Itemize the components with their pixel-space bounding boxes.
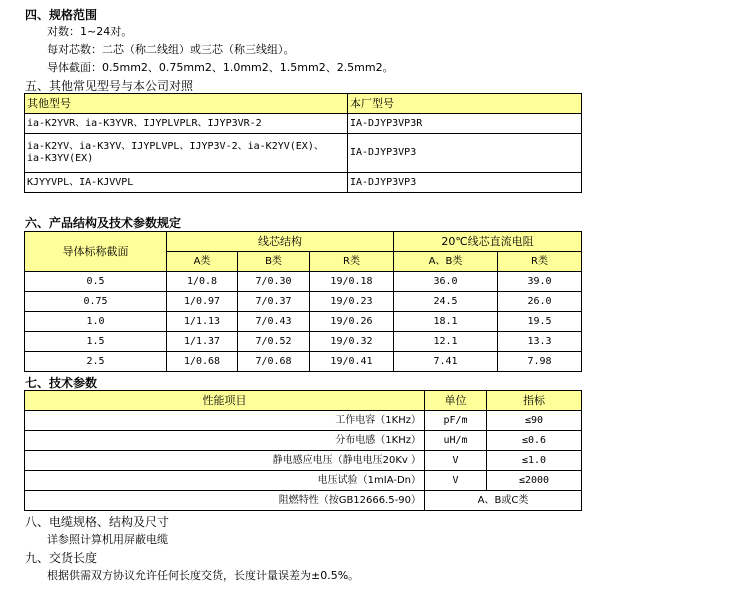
section-9-heading: 九、交货长度	[25, 551, 98, 565]
cell: 1/0.68	[167, 352, 238, 372]
table-row	[25, 134, 582, 173]
section-7-heading: 七、技术参数	[25, 376, 98, 390]
cell: 36.0	[394, 272, 498, 292]
cell: 7.98	[498, 352, 582, 372]
unit-cell: V	[425, 471, 487, 491]
cell: 7/0.37	[238, 292, 310, 312]
other-model-cell: ia-K2YVR、ia-K3YVR、IJYPLVPLR、IJYP3VR-2	[25, 114, 348, 134]
cell: 18.1	[394, 312, 498, 332]
performance-item-cell: 静电感应电压（静电电压20Kv ）	[25, 451, 425, 471]
cell: 39.0	[498, 272, 582, 292]
section-8-heading: 八、电缆规格、结构及尺寸	[25, 515, 170, 529]
other-model-cell: KJYYVPL、IA-KJVVPL	[25, 173, 348, 193]
cell: 7/0.43	[238, 312, 310, 332]
header-core-structure: 线芯结构	[167, 232, 394, 252]
cell: 24.5	[394, 292, 498, 312]
table-row	[25, 114, 582, 134]
cell: 7/0.30	[238, 272, 310, 292]
section-8-text: 详参照计算机用屏蔽电缆	[47, 533, 168, 546]
model-comparison-table	[24, 93, 582, 193]
subheader-class-r: R类	[310, 252, 394, 272]
cell: 19/0.23	[310, 292, 394, 312]
header-other-model: 其他型号	[25, 94, 348, 114]
subheader-class-a: A类	[167, 252, 238, 272]
other-model-line-1: ia-K2YV、ia-K3YV、IJYPLVPL、IJYP3V-2、ia-K2YV(EX)、	[27, 141, 324, 152]
our-model-cell: IA-DJYP3VP3R	[348, 114, 582, 134]
header-dc-resistance: 20℃线芯直流电阻	[394, 232, 582, 252]
cell: 1.0	[25, 312, 167, 332]
table-header-row	[25, 232, 582, 252]
header-our-model: 本厂型号	[348, 94, 582, 114]
cell: 0.75	[25, 292, 167, 312]
cell: 7.41	[394, 352, 498, 372]
indicator-cell: ≤1.0	[487, 451, 582, 471]
section-5-heading: 五、其他常见型号与本公司对照	[25, 79, 194, 93]
subheader-class-b: B类	[238, 252, 310, 272]
table-row	[25, 352, 582, 372]
indicator-cell: ≤2000	[487, 471, 582, 491]
table-row	[25, 411, 582, 431]
performance-item-cell: 电压试验（1mIA-Dn）	[25, 471, 425, 491]
table-row	[25, 451, 582, 471]
header-performance-item: 性能项目	[25, 391, 425, 411]
cores-text: 每对芯数：二芯（称二线组）或三芯（称三线组）。	[47, 43, 295, 56]
our-model-cell: IA-DJYP3VP3	[348, 134, 582, 173]
table-row	[25, 272, 582, 292]
section-size-text: 导体截面：0.5mm2、0.75mm2、1.0mm2、1.5mm2、2.5mm2。	[47, 61, 394, 74]
section-4-heading: 四、规格范围	[25, 8, 98, 22]
cell: 7/0.52	[238, 332, 310, 352]
header-unit: 单位	[425, 391, 487, 411]
subheader-class-r-res: R类	[498, 252, 582, 272]
unit-cell: pF/m	[425, 411, 487, 431]
performance-item-cell: 阻燃特性（按GB12666.5-90）	[25, 491, 425, 511]
cell: 1/0.8	[167, 272, 238, 292]
indicator-cell: ≤90	[487, 411, 582, 431]
flame-retardant-value: A、B或C类	[425, 491, 582, 511]
structure-params-table	[24, 231, 582, 372]
table-row	[25, 292, 582, 312]
table-row	[25, 312, 582, 332]
section-9-text: 根据供需双方协议允许任何长度交货，长度计量误差为±0.5%。	[47, 569, 360, 582]
section-6-heading: 六、产品结构及技术参数规定	[25, 216, 182, 230]
subheader-class-ab: A、B类	[394, 252, 498, 272]
cell: 19/0.41	[310, 352, 394, 372]
cell: 7/0.68	[238, 352, 310, 372]
cell: 1/1.13	[167, 312, 238, 332]
table-row	[25, 491, 582, 511]
technical-params-table	[24, 390, 582, 511]
cell: 19.5	[498, 312, 582, 332]
our-model-cell: IA-DJYP3VP3	[348, 173, 582, 193]
cell: 1/0.97	[167, 292, 238, 312]
indicator-cell: ≤0.6	[487, 431, 582, 451]
cell: 19/0.18	[310, 272, 394, 292]
unit-cell: V	[425, 451, 487, 471]
cell: 1.5	[25, 332, 167, 352]
cell: 19/0.26	[310, 312, 394, 332]
table-header-row	[25, 391, 582, 411]
cell: 26.0	[498, 292, 582, 312]
cell: 2.5	[25, 352, 167, 372]
unit-cell: uH/m	[425, 431, 487, 451]
cell: 12.1	[394, 332, 498, 352]
pairs-text: 对数：1~24对。	[47, 25, 133, 38]
cell: 1/1.37	[167, 332, 238, 352]
other-model-cell	[25, 134, 348, 173]
table-row	[25, 431, 582, 451]
table-row	[25, 173, 582, 193]
table-row	[25, 471, 582, 491]
performance-item-cell: 分布电感（1KHz）	[25, 431, 425, 451]
header-conductor-section: 导体标称截面	[25, 232, 167, 272]
other-model-line-2: ia-K3YV(EX)	[27, 153, 94, 164]
cell: 19/0.32	[310, 332, 394, 352]
performance-item-cell: 工作电容（1KHz）	[25, 411, 425, 431]
cell: 13.3	[498, 332, 582, 352]
table-row	[25, 332, 582, 352]
table-header-row	[25, 94, 582, 114]
cell: 0.5	[25, 272, 167, 292]
header-indicator: 指标	[487, 391, 582, 411]
